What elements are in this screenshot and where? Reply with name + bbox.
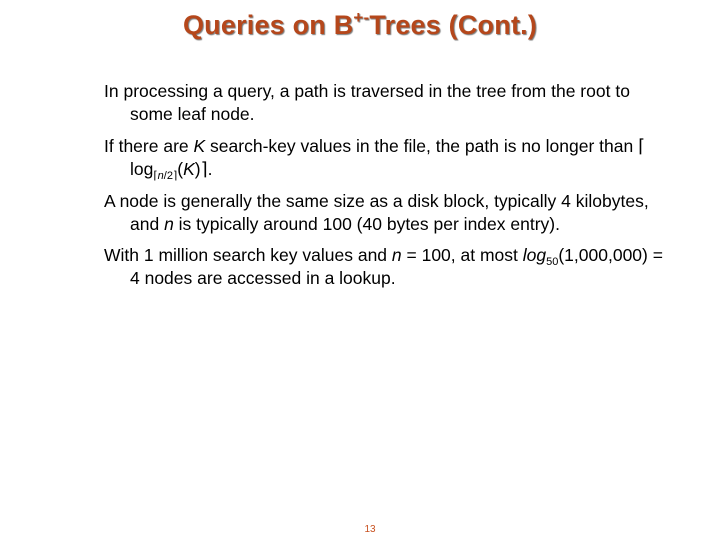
page-number: 13 — [364, 524, 376, 535]
paragraph-example: With 1 million search key values and n = 100, at most $\log_{50}(1,000,000) = 4$ nodes are accessed in a lookup. — [104, 245, 663, 288]
log-term: log — [522, 245, 547, 265]
var-k: K — [193, 136, 206, 156]
ceiling-open: ⌈ — [638, 136, 646, 156]
title-superscript: +- — [353, 8, 370, 27]
title-main: Queries on B — [182, 10, 354, 40]
title-rest: Trees (Cont.) — [369, 10, 538, 40]
log-base: 50 — [546, 256, 559, 268]
slide-title — [0, 10, 720, 41]
ceiling-close: ⌉ — [200, 159, 208, 179]
var-n: n — [391, 245, 402, 265]
paragraph-path-traversal: In processing a query, a path is traversed in the tree from the root to some leaf node. — [104, 81, 630, 124]
var-n: n — [164, 214, 174, 234]
paragraph-node-size: A node is generally the same size as a disk block, typically 4 kilobytes, and n is typically around 100 (40 bytes per index entry). — [104, 191, 649, 234]
log-base: ⌈n/2⌉ — [153, 170, 178, 182]
slide-body — [104, 80, 664, 299]
paragraph-path-length: If there are K search-key values in the file, the path is no longer than ⌈ $\log_{⌈n/2⌉}(K)⌉$. — [104, 136, 646, 182]
